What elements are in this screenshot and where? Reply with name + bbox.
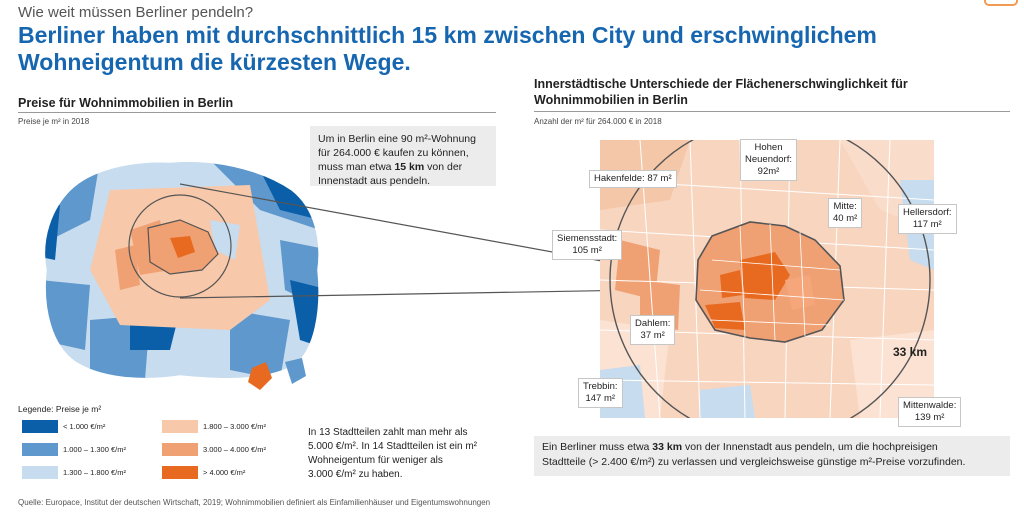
legend-swatch — [162, 420, 198, 433]
legend-title: Legende: Preise je m² — [18, 404, 102, 414]
connector-line-bottom — [180, 290, 640, 298]
district-value: 147 m² — [585, 393, 616, 404]
callout-line: für 264.000 € kaufen zu können, — [318, 147, 469, 159]
legend-swatch — [162, 443, 198, 456]
district-name: Hellersdorf: — [903, 207, 952, 218]
district-label-trebbin — [578, 378, 623, 408]
district-name: Dahlem: — [635, 318, 671, 329]
district-name: Trebbin: — [583, 381, 618, 392]
summary-line: Stadtteile (> 2.400 €/m²) zu verlassen und vergleichsweise günstige m²-Preise vorzufinden. — [542, 456, 966, 468]
info-line: 5.000 €/m². In 14 Stadtteilen ist ein m² — [308, 441, 477, 452]
callout-line: muss man etwa 15 km von der — [318, 161, 463, 173]
info-line: Wohneigentum für weniger als — [308, 455, 443, 466]
legend-item — [22, 420, 105, 433]
legend-swatch — [22, 466, 58, 479]
district-name: Hohen — [754, 142, 783, 153]
legend-item — [22, 466, 126, 479]
summary-line: Ein Berliner muss etwa 33 km von der Innenstadt aus pendeln, um die hochpreisigen — [542, 441, 938, 453]
district-label-dahlem — [630, 315, 675, 345]
district-label-siemensstadt — [552, 230, 622, 260]
left-subnote: Preise je m² in 2018 — [18, 117, 90, 126]
legend-label: 1.000 – 1.300 €/m² — [63, 445, 126, 454]
district-label-hohen-neuendorf — [740, 139, 797, 181]
district-label-hellersdorf — [898, 204, 957, 234]
district-value: 117 m² — [912, 219, 942, 230]
legend-label: > 4.000 €/m² — [203, 468, 246, 477]
legend-swatch — [22, 443, 58, 456]
legend-label: 3.000 – 4.000 €/m² — [203, 445, 266, 454]
callout-line: Innenstadt aus pendeln. — [318, 175, 431, 187]
price-legend — [18, 404, 288, 490]
legend-swatch — [22, 420, 58, 433]
page-headline: Berliner haben mit durchschnittlich 15 km zwischen City und erschwinglichem Wohneigentum die kürzesten Wege. — [18, 22, 877, 75]
district-label-mittenwalde — [898, 397, 961, 427]
right-title-line: Innerstädtische Unterschiede der Flächenerschwinglichkeit für — [534, 77, 908, 91]
district-value: 105 m² — [572, 245, 602, 256]
legend-label: < 1.000 €/m² — [63, 422, 106, 431]
district-name: Siemensstadt: — [557, 233, 618, 244]
callout-line: Um in Berlin eine 90 m²-Wohnung — [318, 133, 476, 145]
legend-grid — [18, 420, 288, 490]
district-label-hakenfelde: Hakenfelde: 87 m² — [589, 170, 677, 188]
district-name: Neuendorf: — [745, 154, 793, 165]
legend-item — [162, 420, 266, 433]
right-title-rule — [534, 111, 1010, 112]
info-line: In 13 Stadtteilen zahlt man mehr als — [308, 427, 468, 438]
right-title-line: Wohnimmobilien in Berlin — [534, 93, 688, 107]
left-section-title: Preise für Wohnimmobilien in Berlin — [18, 96, 234, 110]
district-value: 37 m² — [640, 330, 665, 341]
district-info-text — [308, 426, 518, 482]
legend-label: 1.800 – 3.000 €/m² — [203, 422, 266, 431]
legend-item — [22, 443, 126, 456]
district-name: Mitte: — [833, 201, 857, 212]
district-label-mitte — [828, 198, 862, 228]
right-subnote: Anzahl der m² für 264.000 € in 2018 — [534, 117, 662, 126]
right-summary-box — [534, 436, 1010, 476]
legend-label: 1.300 – 1.800 €/m² — [63, 468, 126, 477]
radius-label: 33 km — [893, 345, 928, 359]
legend-swatch — [162, 466, 198, 479]
page-kicker: Wie weit müssen Berliner pendeln? — [18, 4, 254, 21]
info-line: 3.000 €/m² zu haben. — [308, 469, 403, 480]
source-note: Quelle: Europace, Institut der deutschen Wirtschaft, 2019; Wohnimmobilien definiert als Einfamilienhäuser und Eigentumswohnungen — [18, 498, 491, 507]
district-value: 92m² — [757, 166, 780, 177]
district-value: 40 m² — [833, 213, 858, 224]
right-section-title — [534, 76, 908, 108]
legend-item — [162, 443, 266, 456]
district-name: Mittenwalde: — [903, 400, 957, 411]
district-value: 139 m² — [914, 412, 945, 423]
legend-item — [162, 466, 245, 479]
